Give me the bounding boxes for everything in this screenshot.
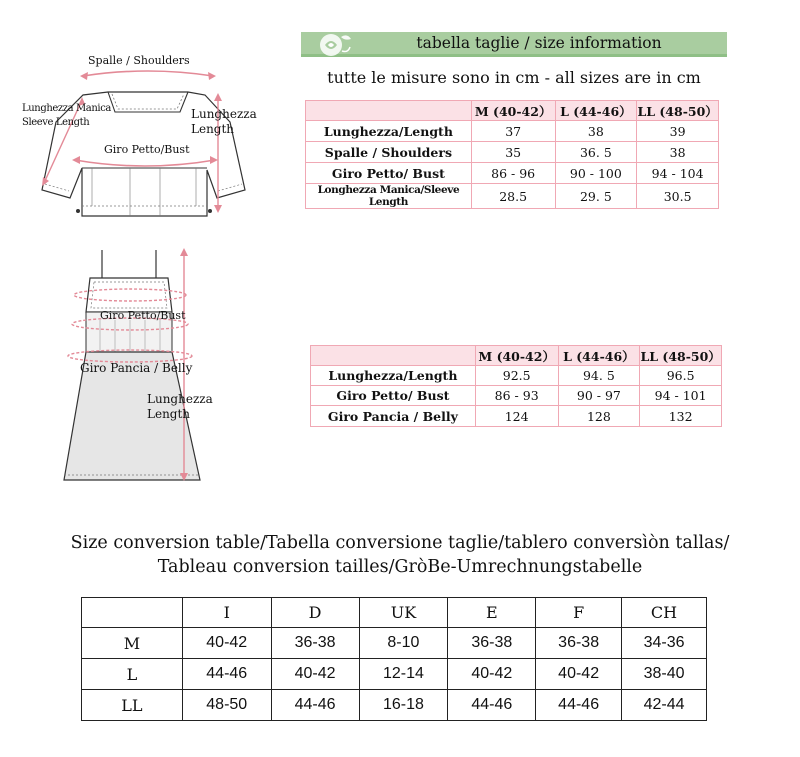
- cell: 94. 5: [558, 366, 640, 386]
- cell: 40-42: [448, 659, 536, 690]
- table-header-row: [311, 346, 722, 366]
- cell: 36-38: [448, 628, 536, 659]
- cell: 40-42: [536, 659, 622, 690]
- country-header-e: E: [448, 598, 536, 628]
- cell: 8-10: [359, 628, 448, 659]
- size-header-l: L (44-46）: [558, 346, 640, 366]
- top-garment-diagram: [20, 50, 280, 225]
- size-header-ll: LL (48-50）: [637, 101, 719, 121]
- dress-bodice: [86, 278, 172, 312]
- table-corner: [311, 346, 476, 366]
- cell: 94 - 104: [637, 163, 719, 184]
- conversion-title-line2: Tableau conversion tailles/GròBe-Umrechnungstabelle: [157, 557, 643, 577]
- table-row: [82, 690, 707, 721]
- size-header-l: L (44-46）: [555, 101, 637, 121]
- belly-label: Giro Pancia / Belly: [80, 361, 193, 375]
- cell: 90 - 97: [558, 386, 640, 406]
- cell: 40-42: [271, 659, 359, 690]
- table-row: [306, 121, 719, 142]
- conversion-title-line1: Size conversion table/Tabella conversione taglie/tablero conversìòn tallas/: [70, 533, 730, 553]
- table-header-row: [306, 101, 719, 121]
- length-label-it: Lunghezza: [191, 107, 257, 121]
- shoulder-measure-line: [83, 71, 213, 76]
- cell: 36. 5: [555, 142, 637, 163]
- size-header-ll: LL (48-50）: [640, 346, 722, 366]
- cell: 94 - 101: [640, 386, 722, 406]
- page-subtitle: tutte le misure sono in cm - all sizes are in cm: [327, 68, 701, 87]
- cell: 39: [637, 121, 719, 142]
- dress-length-label-en: Length: [147, 407, 191, 421]
- page-title: tabella taglie / size information: [416, 34, 662, 52]
- cell: 30.5: [637, 184, 719, 209]
- dress-diagram: [60, 240, 240, 490]
- cell: 16-18: [359, 690, 448, 721]
- length-label-en: Length: [191, 122, 235, 136]
- cell: 128: [558, 406, 640, 427]
- conversion-title: [40, 531, 760, 579]
- country-header-d: D: [271, 598, 359, 628]
- cell: 44-46: [536, 690, 622, 721]
- table-row: [82, 628, 707, 659]
- size-label: M: [82, 628, 183, 659]
- cell: 36-38: [536, 628, 622, 659]
- cell: 42-44: [622, 690, 707, 721]
- row-label: Lunghezza/Length: [311, 366, 476, 386]
- crop-top-drawing: [20, 50, 280, 225]
- row-label: Giro Pancia / Belly: [311, 406, 476, 427]
- bust-label-top: Giro Petto/Bust: [104, 143, 190, 156]
- cell: 96.5: [640, 366, 722, 386]
- country-header-ch: CH: [622, 598, 707, 628]
- cell: 37: [471, 121, 555, 142]
- row-label: Longhezza Manica/Sleeve Length: [306, 184, 472, 209]
- country-header-i: I: [182, 598, 271, 628]
- size-label: L: [82, 659, 183, 690]
- sleeve-length-label-it: Lunghezza Manica: [22, 103, 111, 114]
- row-label: Giro Petto/ Bust: [306, 163, 472, 184]
- table-corner: [306, 101, 472, 121]
- table-row: [306, 163, 719, 184]
- cell: 38: [637, 142, 719, 163]
- cell: 12-14: [359, 659, 448, 690]
- cell: 90 - 100: [555, 163, 637, 184]
- table-row: [311, 406, 722, 427]
- cell: 44-46: [182, 659, 271, 690]
- size-header-m: M (40-42）: [475, 346, 558, 366]
- cell: 44-46: [448, 690, 536, 721]
- cell: 29. 5: [555, 184, 637, 209]
- row-label: Lunghezza/Length: [306, 121, 472, 142]
- cell: 40-42: [182, 628, 271, 659]
- cell: 86 - 96: [471, 163, 555, 184]
- cell: 86 - 93: [475, 386, 558, 406]
- cell: 132: [640, 406, 722, 427]
- sleeve-length-label-en: Sleeve Length: [22, 117, 90, 128]
- table-row: [306, 142, 719, 163]
- table-row: [311, 366, 722, 386]
- dress-size-table: [310, 345, 722, 427]
- cell: 35: [471, 142, 555, 163]
- bust-label-dress: Giro Petto/Bust: [100, 309, 186, 322]
- cell: 38-40: [622, 659, 707, 690]
- country-header-f: F: [536, 598, 622, 628]
- country-header-uk: UK: [359, 598, 448, 628]
- shoulders-label: Spalle / Shoulders: [88, 54, 190, 67]
- cell: 124: [475, 406, 558, 427]
- conversion-corner: [82, 598, 183, 628]
- cell: 38: [555, 121, 637, 142]
- size-conversion-table: [81, 597, 707, 721]
- cell: 92.5: [475, 366, 558, 386]
- conversion-header-row: [82, 598, 707, 628]
- dress-length-label-it: Lunghezza: [147, 392, 213, 406]
- cell: 44-46: [271, 690, 359, 721]
- header-banner: [301, 32, 727, 57]
- size-label: LL: [82, 690, 183, 721]
- cell: 28.5: [471, 184, 555, 209]
- cell: 48-50: [182, 690, 271, 721]
- size-header-m: M (40-42）: [471, 101, 555, 121]
- table-row: [311, 386, 722, 406]
- table-row: [82, 659, 707, 690]
- row-label: Giro Petto/ Bust: [311, 386, 476, 406]
- top-size-table: [305, 100, 719, 209]
- cell: 36-38: [271, 628, 359, 659]
- cell: 34-36: [622, 628, 707, 659]
- table-row: [306, 184, 719, 209]
- row-label: Spalle / Shoulders: [306, 142, 472, 163]
